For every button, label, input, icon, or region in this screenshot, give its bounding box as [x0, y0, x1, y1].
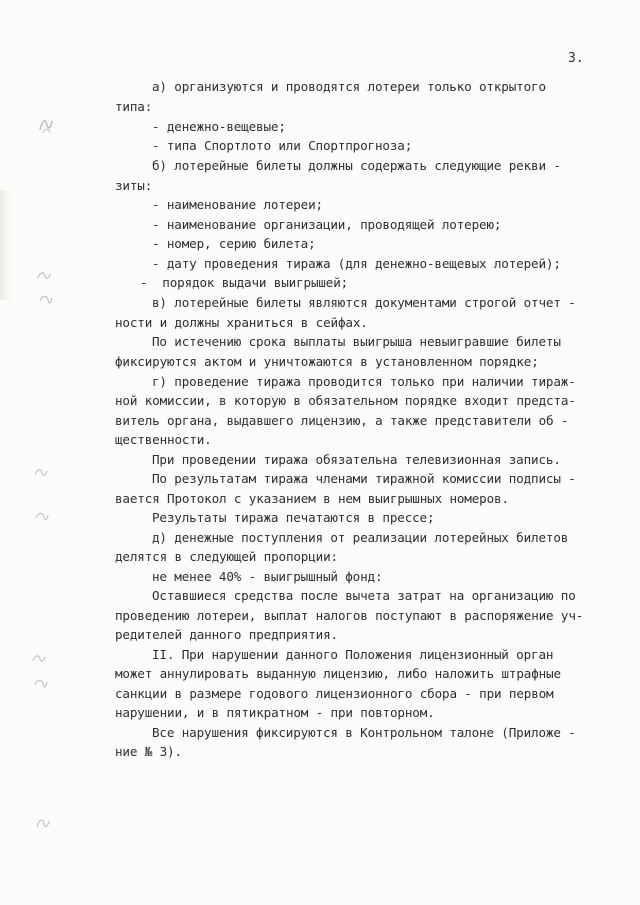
text-line: - порядок выдачи выигрышей;	[140, 275, 349, 290]
scan-edge-shadow	[0, 190, 10, 300]
text-line: витель органа, выдавшего лицензию, а также представители об -	[115, 413, 569, 428]
text-line: б) лотерейные билеты должны содержать следующие рекви -	[152, 158, 561, 173]
text-line: делятся в следующей пропорции:	[115, 549, 338, 564]
margin-mark-4-icon	[32, 463, 50, 483]
text-line: - наименование лотереи;	[152, 197, 323, 212]
text-line: - дату проведения тиража (для денежно-вещевых лотерей);	[152, 256, 561, 271]
text-line: д) денежные поступления от реализации лотерейных билетов	[152, 530, 569, 545]
margin-mark-5-icon	[33, 508, 51, 528]
margin-mark-1-icon	[36, 112, 56, 138]
text-line: - номер, серию билета;	[152, 236, 316, 251]
text-line: не менее 40% - выигрышный фонд:	[152, 569, 383, 584]
text-line: - денежно-вещевые;	[152, 119, 286, 134]
text-line: а) организуются и проводятся лотереи только открытого	[152, 79, 546, 94]
text-line: редителей данного предприятия.	[115, 627, 338, 642]
margin-mark-6-icon	[30, 649, 48, 669]
text-line: Оставшиеся средства после вычета затрат на организацию по	[152, 588, 576, 603]
text-line: Результаты тиража печатаются в прессе;	[152, 510, 435, 525]
text-line: Все нарушения фиксируются в Контрольном талоне (Приложе -	[152, 725, 576, 740]
text-line: нарушении, и в пятикратном - при повторном.	[115, 705, 435, 720]
text-line: ной комиссии, в которую в обязательном порядке входит предста-	[115, 393, 576, 408]
text-line: проведению лотереи, выплат налогов поступают в распоряжение уч-	[115, 608, 584, 623]
text-line: - наименование организации, проводящей лотерею;	[152, 217, 502, 232]
text-line: г) проведение тиража проводится только при наличии тираж-	[152, 374, 576, 389]
text-line: ние № 3).	[115, 744, 182, 759]
text-line: вается Протокол с указанием в нем выигрышных номеров.	[115, 491, 509, 506]
margin-mark-7-icon	[32, 675, 50, 695]
text-line: щественности.	[115, 432, 212, 447]
text-line: может аннулировать выданную лицензию, либо наложить штрафные	[115, 666, 561, 681]
page-number: 3.	[568, 51, 584, 66]
text-line: ности и должны храниться в сейфах.	[115, 315, 368, 330]
margin-mark-2-icon	[35, 266, 53, 286]
margin-mark-8-icon	[34, 813, 52, 835]
text-line: - типа Спортлото или Спортпрогноза;	[152, 138, 413, 153]
text-line: фиксируются актом и уничтожаются в установленном порядке;	[115, 354, 539, 369]
text-line: зиты:	[115, 178, 153, 193]
text-line: II. При нарушении данного Положения лицензионный орган	[152, 647, 554, 662]
text-line: По истечению срока выплаты выигрыша невыигравшие билеты	[152, 334, 561, 349]
text-line: в) лотерейные билеты являются документами строгой отчет -	[152, 295, 576, 310]
text-line: санкции в размере годового лицензионного сбора - при первом	[115, 686, 554, 701]
text-line: По результатам тиража членами тиражной комиссии подписы -	[152, 471, 576, 486]
text-line: типа:	[115, 99, 153, 114]
margin-mark-3-icon	[37, 291, 55, 311]
text-line: При проведении тиража обязательна телевизионная запись.	[152, 452, 561, 467]
